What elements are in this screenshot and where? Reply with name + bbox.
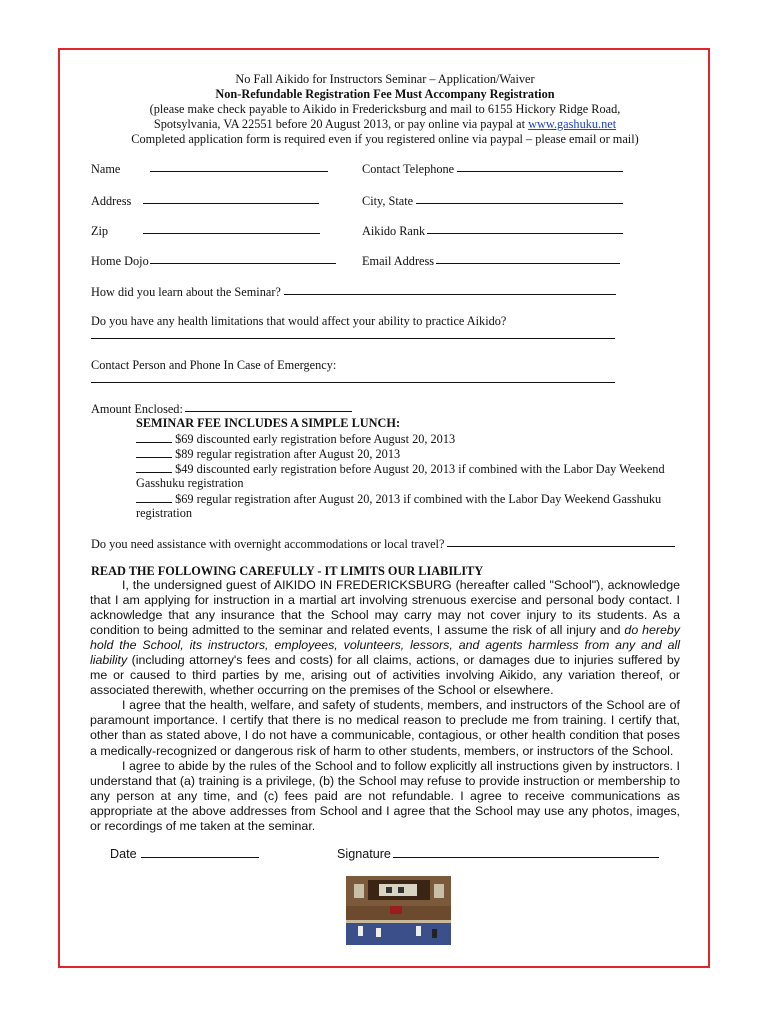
home-dojo-field[interactable] [150,252,336,264]
fee-option-4-continued: registration [136,506,193,520]
fee-option-2 [136,446,400,462]
date-label: Date [110,847,137,861]
fee-option-3 [136,461,665,477]
name-field[interactable] [150,160,328,172]
zip-field[interactable] [143,222,320,234]
city-state-label: City, State [362,194,414,208]
contact-telephone-field[interactable] [457,160,623,172]
header-instructions-2-text: Spotsylvania, VA 22551 before 20 August 2013, or pay online via paypal at [153,117,529,131]
email-address-field[interactable] [436,252,620,264]
how-learn-field[interactable] [284,283,616,295]
fee-option-4 [136,491,661,507]
fee-option-3-label: $49 discounted early registration before August 20, 2013 if combined with the Labor Day Weekend [175,462,665,476]
waiver-p1-part-b: (including attorney's fees and costs) for all claims, actions, or damages due to injuries suffered by me or caused to third parties by me, arising out of activities involving Aikido, any variation thereof, or associated therewith, whether occurring on the premises of the School or elsewhere. [90,653,680,698]
fee-option-3-continued: Gasshuku registration [136,476,244,490]
date-field[interactable] [141,846,259,858]
waiver-heading: READ THE FOLLOWING CAREFULLY - IT LIMITS OUR LIABILITY [91,564,484,578]
waiver-paragraph-2: I agree that the health, welfare, and safety of students, members, and instructors of the School are of paramount importance. I certify that there is no medical reason to preclude me from training. I certify that, other than as stated above, I do not have a communicable, contagious, or other health condition that poses a medically-recognized or dangerous risk of harm to other students, members, or instructors of the School. [90,698,680,758]
header-instructions-1: (please make check payable to Aikido in Fredericksburg and mail to 6155 Hickory Ridge Road, [149,102,621,116]
fee-option-1-label: $69 discounted early registration before August 20, 2013 [175,432,456,446]
header-instructions-3: Completed application form is required even if you registered online via paypal – please email or mail) [131,132,639,146]
fee-option-1 [136,431,455,447]
amount-enclosed-label: Amount Enclosed: [91,402,183,416]
health-field[interactable] [91,327,615,339]
aikido-rank-label: Aikido Rank [362,224,426,238]
contact-telephone-label: Contact Telephone [362,162,455,176]
waiver-paragraph-3: I agree to abide by the rules of the School and to follow explicitly all instructions given by instructors. I understand that (a) training is a privilege, (b) the School may refuse to provide instruction or membership to any person at any time, and (c) fees paid are not refundable. I agree to receive communications as appropriate at the above addresses from School and I agree that the School may use any photos, images, or recordings of me taken at the seminar. [90,758,680,833]
waiver-p1-italic: do hereby hold the School, its instructors, employees, volunteers, lessors, and agents harmless from any and all liability [90,623,680,668]
fee-option-4-label: $69 regular registration after August 20, 2013 if combined with the Labor Day Weekend Gasshuku [175,492,662,506]
fee-option-3-checkbox[interactable] [136,461,172,473]
header-instructions-2 [60,117,710,132]
fee-option-4-checkbox[interactable] [136,491,172,503]
travel-question: Do you need assistance with overnight accommodations or local travel? [91,537,445,551]
fee-option-1-checkbox[interactable] [136,431,172,443]
name-label: Name [91,162,121,176]
fee-option-2-checkbox[interactable] [136,446,172,458]
city-state-field[interactable] [416,192,623,204]
travel-field[interactable] [447,535,675,547]
amount-enclosed-field[interactable] [185,400,352,412]
emergency-field[interactable] [91,371,615,383]
signature-field[interactable] [393,846,659,858]
form-title: No Fall Aikido for Instructors Seminar – Application/Waiver [235,72,535,86]
website-link[interactable]: www.gashuku.net [528,117,617,131]
waiver-text [90,578,680,834]
health-label: Do you have any health limitations that would affect your ability to practice Aikido? [91,314,507,328]
address-label: Address [91,194,132,208]
waiver-paragraph-1 [90,578,680,698]
email-address-label: Email Address [362,254,435,268]
signature-label: Signature [337,847,391,861]
address-field[interactable] [143,192,319,204]
dojo-photo-image [346,876,451,945]
fee-notice: Non-Refundable Registration Fee Must Accompany Registration [215,87,555,101]
home-dojo-label: Home Dojo [91,254,149,268]
fee-heading: SEMINAR FEE INCLUDES A SIMPLE LUNCH: [136,416,401,430]
how-learn-label: How did you learn about the Seminar? [91,285,281,299]
aikido-rank-field[interactable] [427,222,623,234]
fee-option-2-label: $89 regular registration after August 20, 2013 [175,447,401,461]
emergency-label: Contact Person and Phone In Case of Emergency: [91,358,337,372]
dojo-photo [346,876,451,945]
zip-label: Zip [91,224,109,238]
waiver-p1-part-a: I, the undersigned guest of AIKIDO IN FREDERICKSBURG (hereafter called "School"), acknowledge that I am applying for instruction in a martial art involving strenuous exercise and personal body contact. I acknowledge that any insurance that the School may carry may not cover injury to its students. As a condition to being admitted to the seminar and related events, I assume the risk of all injury and [90,578,680,638]
